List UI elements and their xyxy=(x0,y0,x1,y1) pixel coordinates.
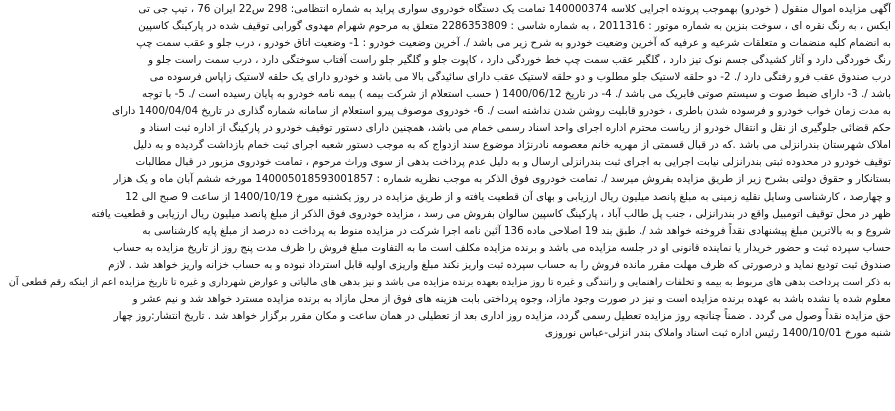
notice-line: آگهی مزایده اموال منقول ( خودرو) بهموجب پرونده اجرایی کلاسه 140000374 تمامت یک دستگاه خودروی سواری پراید به شماره انتظامی: 298 س22 ایران 76 ، تیپ جی تی xyxy=(138,3,891,15)
notice-line: ظهر در محل توقیف اتومبیل واقع در بندرانزلی ، جنب پل طالب آباد ، پارکینگ کاسپین سالوان بفروش می رسد ، مزایده خودروی فوق الذکر از مبلغ پانصد میلیون ریال ارزیابی و قطعیت یافته xyxy=(91,207,891,220)
notice-line: حق مزایده نقداً وصول می گردد . ضمناً چنانچه روز مزایده تعطیل رسمی گردد، مزایده روز اداری بعد از تعطیلی در همان ساعت و مکان مقرر برگزار خواهد شد . تاریخ انتشار:روز چهار xyxy=(113,309,891,322)
notice-line: رنگ خوردگی دارد و آثار کشیدگی جسم نوک تیز دارد ، گلگیر عقب سمت چپ خط خوردگی دارد ، کاپوت جلو و گلگیر جلو راست آفتاب سوختگی دارد ، درب سمت راست جلو و xyxy=(148,54,891,67)
notice-line: و چهارصد ، کارشناسی وسایل نقلیه زمینی به مبلغ پانصد میلیون ریال ارزیابی و بهای آن قطعیت یافته و از طریق مزایده در روز یکشنبه مورخ 1400/10/19 از ساعت 9 صبح الی 12 xyxy=(125,190,891,203)
notice-line: توقیف خودرو در محدوده ثبتی بندرانزلی نیابت اجرایی به اجرای ثبت بندرانزلی ارسال و به دلیل عدم پرداخت بدهی از سوی وراث مرحوم ، تمامت خودروی مزبور در قبال مطالبات xyxy=(135,156,891,169)
notice-line: حکم قضائی جلوگیری از نقل و انتقال خودرو از ریاست محترم اداره اجرای واحد اسناد رسمی خمام می باشد، همچنین دارای دستور توقیف خودرو در پارکینگ از اداره ثبت اسناد و xyxy=(140,122,891,135)
notice-line: شروع و به بالاترین مبلغ پیشنهادی نقداً فروخته خواهد شد /. طبق بند 19 اصلاحی ماده 136 آئین نامه اجرا شرکت در مزایده منوط به پرداخت ده درصد از مبلغ پایه کارشناسی به xyxy=(142,224,891,237)
notice-line: باشد /. 3- دارای ضبط صوت و سیستم صوتی فابریک می باشد /. 4- در تاریخ 1400/06/12 ( حسب استعلام از شرکت بیمه ) بیمه نامه خودرو به پایان رسیده است /. 5- با توجه xyxy=(142,88,891,101)
notice-line: ایکس ، به رنگ نقره ای ، سوخت بنزین به شماره موتور : 2011316 ، به شماره شاسی : 2286353809 متعلق به مرحوم شهرام مهدوی گورابی توقیف شده در پارکینگ کاسپین xyxy=(138,20,891,33)
notice-line: به ذکر است پرداخت بدهی های مربوط به بیمه و تخلفات راهنمایی و رانندگی و غیره تا روز مزایده بعهده برنده مزایده می باشد و نیز بدهی های مالیاتی و عوارض شهرداری و غیره تا تاریخ مزایده اعم از اینکه رقم قطعی آن xyxy=(8,276,891,288)
notice-line: شنبه مورخ 1400/10/01 رئیس اداره ثبت اسناد واملاک بندر انزلی-عباس نوروزی xyxy=(544,326,891,339)
notice-line: صندوق ثبت تودیع نماید و درصورتی که ظرف مهلت مقرر مانده فروش را به حساب سپرده ثبت واریز نکند مبلغ واریزی اولیه قابل استرداد نبوده و به حساب خزانه واریز خواهد شد . لازم xyxy=(108,258,891,271)
notice-line: به انضمام کلیه منضمات و متعلقات شرعیه و عرفیه که آخرین وضعیت خودرو به شرح زیر می باشد /. آخرین وضعیت خودرو : 1- وضعیت اتاق خودرو ، درب جلو و عقب سمت چپ xyxy=(136,37,891,50)
notice-line: املاک شهرستان بندرانزلی می باشد .که در قبال قسمتی از مهریه خانم معصومه نادرنژاد موضوع سند ازدواج که به موجب دستور شعبه اجرای ثبت خمام بازداشت گردیده و به دلیل xyxy=(133,139,891,152)
notice-line: معلوم شده یا نشده باشد به عهده برنده مزایده است و نیز در صورت وجود مازاد، وجوه پرداختی بابت هزینه های فوق از محل مازاد به برنده مزایده مسترد خواهد شد و نیم عشر و xyxy=(132,292,891,305)
notice-line: درب صندوق عقب فرو رفتگی دارد /. 2- دو حلقه لاستیک جلو مطلوب و دو حلقه لاستیک عقب دارای سائیدگی بالا می باشد و خودرو دارای یک حلقه لاستیک زاپاس فرسوده می xyxy=(149,71,891,84)
notice-line: به مدت زمان خواب خودرو و فرسوده شدن باطری ، خودرو قابلیت روشن شدن نداشته است /. 6- خودروی موصوف پیرو استعلام از سامانه شماره گذاری در تاریخ 1400/04/04 دارای xyxy=(112,105,891,118)
notice-line: حساب سپرده ثبت و حضور خریدار یا نماینده قانونی او در جلسه مزایده می باشد و برنده مزایده مکلف است ما به التفاوت مبلغ فروش را ظرف مدت پنج روز از تاریخ مزایده به حساب xyxy=(113,241,891,254)
notice-line: بستانکار و حقوق دولتی بشرح زیر از طریق مزایده بفروش میرسد /. تمامت خودروی فوق الذکر به موجب نظریه شماره : 140005018593001857 مورخه ششم آبان ماه و یک هزار xyxy=(113,173,891,186)
